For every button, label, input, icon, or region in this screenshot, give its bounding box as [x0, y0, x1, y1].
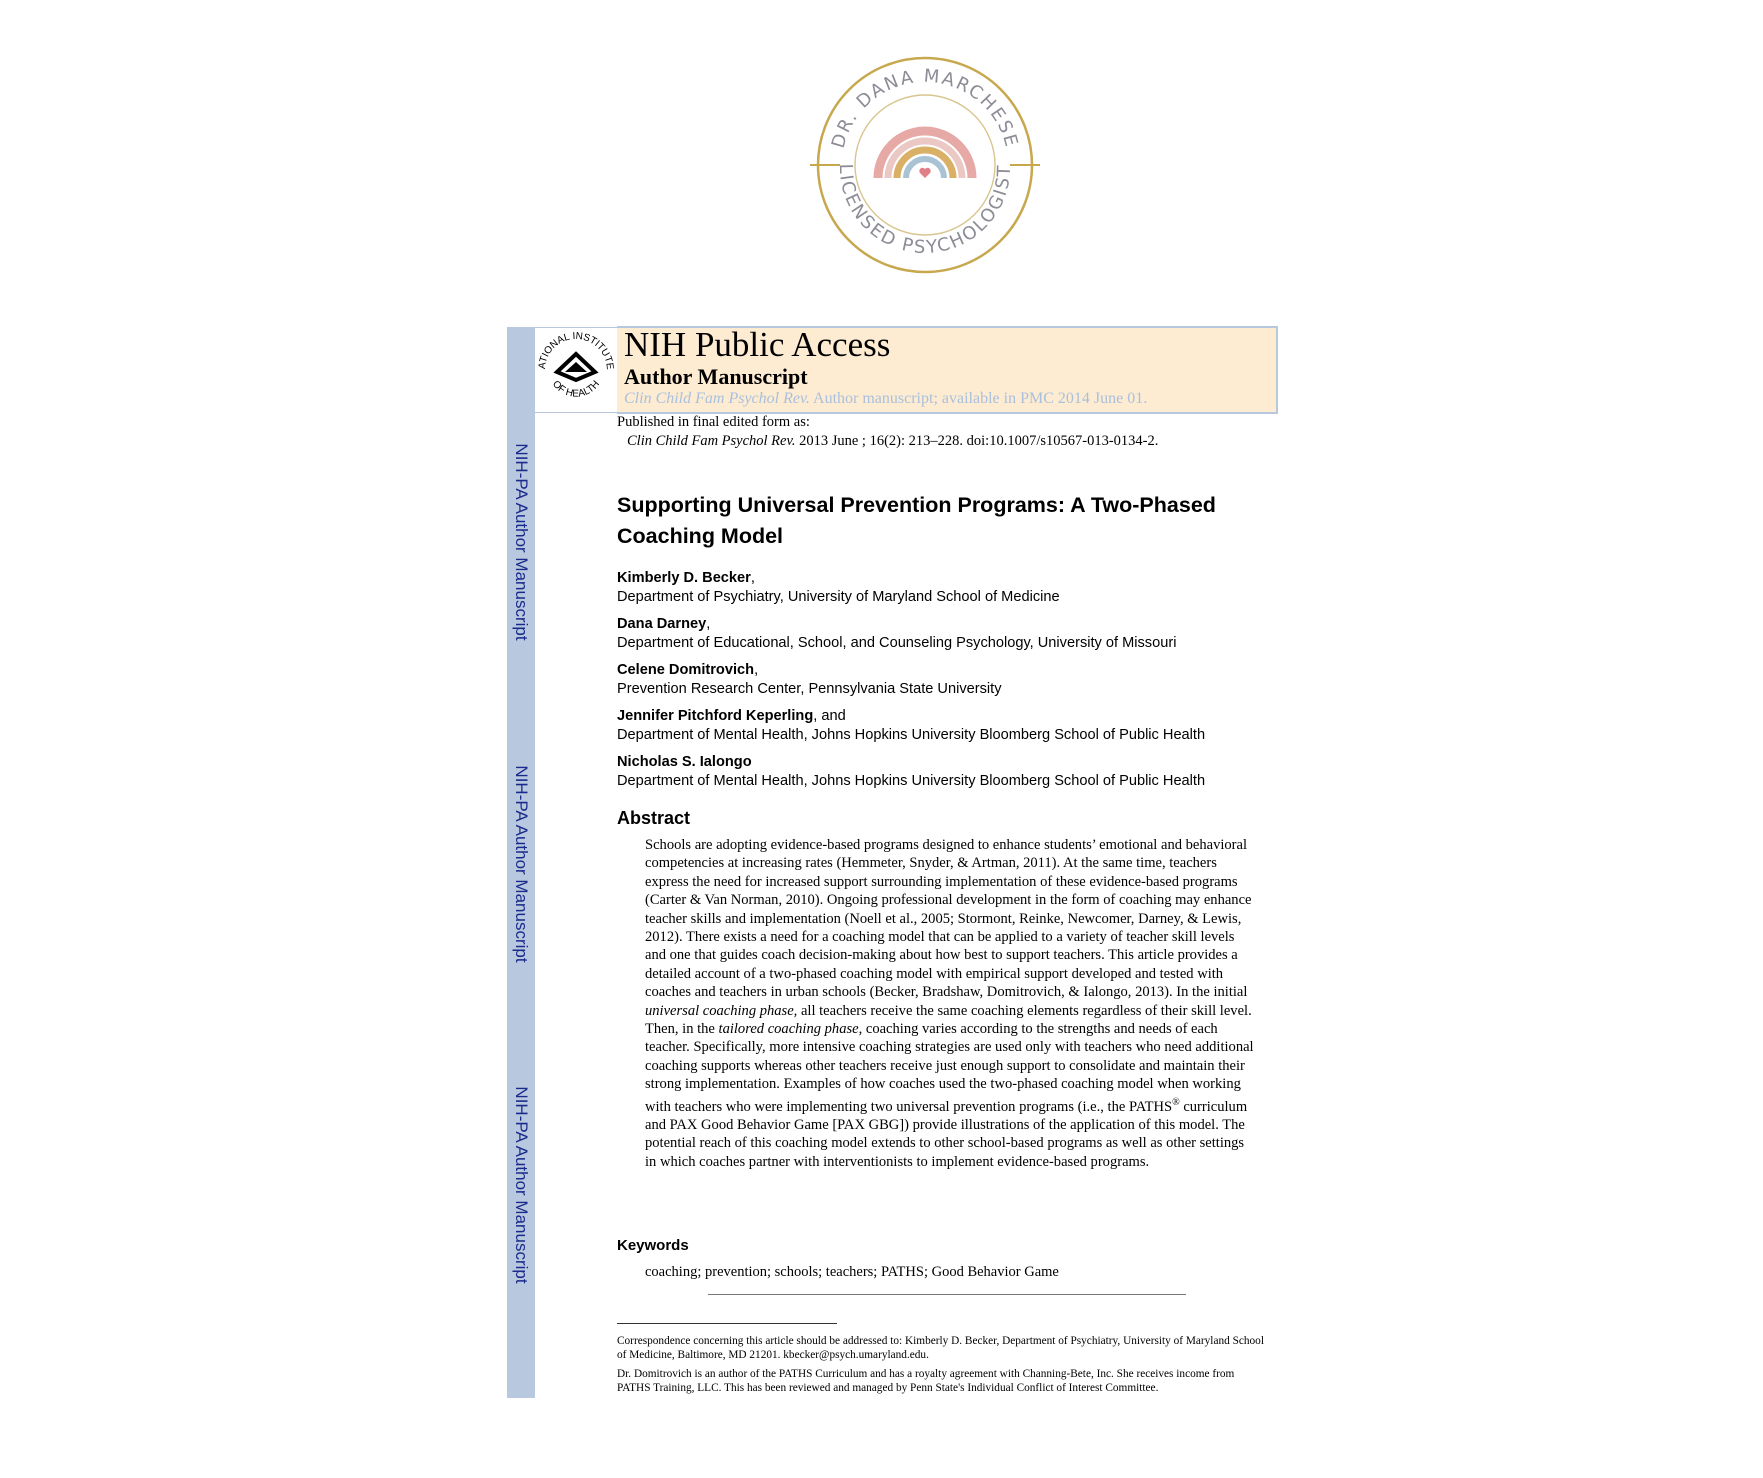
author-suffix: , and	[813, 708, 846, 724]
author-name: Celene Domitrovich	[617, 662, 755, 678]
published-citation	[627, 432, 1158, 451]
author-3	[617, 661, 1002, 698]
registered-mark: ®	[1172, 1096, 1180, 1108]
footnote-divider	[617, 1323, 837, 1324]
seal-name-text: DR. DANA MARCHESE	[827, 65, 1023, 151]
banner-availability	[624, 389, 1147, 409]
manuscript-sidebar: NIH-PA Author Manuscript NIH-PA Author Manuscript NIH-PA Author Manuscript	[507, 327, 535, 1398]
author-5	[617, 753, 1205, 790]
abstract-heading: Abstract	[617, 808, 691, 828]
author-4	[617, 707, 1205, 744]
banner-subtitle: Author Manuscript	[624, 364, 808, 389]
author-name: Kimberly D. Becker	[617, 570, 751, 586]
author-suffix: ,	[754, 662, 759, 678]
svg-text:NATIONAL INSTITUTES: ATIONAL INSTITUTE	[536, 330, 616, 371]
author-suffix: ,	[706, 616, 711, 632]
footnote-correspondence: Correspondence concerning this article should be addressed to: Kimberly D. Becker, Department of Psychiatry, University of Maryland School of Medicine, Baltimore, MD 21201. kbecker@psych.umaryland.edu.	[617, 1335, 1264, 1362]
seal-title-text: LICENSED PSYCHOLOGIST	[834, 163, 1016, 259]
abstract-text-4: curriculum and PAX Good Behavior Game [PAX GBG]) provide illustrations of the application of this model. The potential reach of this coaching model extends to other school-based programs as well as other settings in which coaches partner with interventionists to implement evidence-based programs.	[645, 1098, 1248, 1170]
abstract-body	[645, 836, 1257, 1171]
keywords-heading: Keywords	[617, 1237, 689, 1254]
article-title: Supporting Universal Prevention Programs: A Two-Phased Coaching Model	[617, 493, 1216, 548]
author-name: Dana Darney	[617, 616, 707, 632]
keywords-list: coaching; prevention; schools; teachers; PATHS; Good Behavior Game	[645, 1264, 1059, 1280]
abstract-text-2: all teachers receive the same coaching elements regardless of their skill level. Then, in the	[645, 1002, 1252, 1038]
author-affiliation: Department of Mental Health, Johns Hopkins University Bloomberg School of Public Health	[617, 726, 1206, 743]
author-1	[617, 569, 1060, 606]
abstract-emphasis-2: tailored coaching phase,	[718, 1021, 863, 1038]
psychologist-seal-logo	[810, 50, 1040, 280]
nih-logo-box	[535, 327, 617, 413]
author-affiliation: Prevention Research Center, Pennsylvania State University	[617, 680, 1002, 697]
heart-icon	[919, 168, 930, 178]
banner-journal: Clin Child Fam Psychol Rev.	[624, 390, 810, 407]
author-affiliation: Department of Mental Health, Johns Hopkins University Bloomberg School of Public Health	[617, 772, 1206, 789]
keywords-divider	[708, 1294, 1186, 1295]
banner-availability-text: Author manuscript; available in PMC 2014 June 01.	[813, 390, 1148, 407]
abstract-text-3: coaching varies according to the strengths and needs of each teacher. Specifically, more intensive coaching strategies are used only with teachers who need additional coaching supports whereas other teachers receive just enough support to consolidate and maintain their strong implementation. Examples of how coaches used the two-phased coaching model when working with teachers who were implementing two universal prevention programs (i.e., the PATHS	[645, 1021, 1254, 1115]
footnote-conflict: Dr. Domitrovich is an author of the PATHS Curriculum and has a royalty agreement with Channing-Bete, Inc. She receives income from PATHS Training, LLC. This has been reviewed and managed by Penn State's Individual Conflict of Interest Committee.	[617, 1368, 1235, 1395]
citation-details: 2013 June ; 16(2): 213–228. doi:10.1007/s10567-013-0134-2.	[799, 433, 1159, 449]
abstract-emphasis-1: universal coaching phase,	[645, 1002, 798, 1019]
author-affiliation: Department of Educational, School, and Counseling Psychology, University of Missouri	[617, 634, 1177, 651]
author-2	[617, 615, 1176, 652]
published-intro: Published in final edited form as:	[617, 414, 810, 430]
banner-title: NIH Public Access	[624, 325, 891, 364]
nih-logo-icon	[535, 328, 617, 412]
author-name: Jennifer Pitchford Keperling	[617, 708, 814, 724]
citation-journal: Clin Child Fam Psychol Rev.	[627, 433, 796, 449]
svg-text:OF HEALTH: OF HEALTH	[550, 378, 602, 400]
abstract-text-1: Schools are adopting evidence-based programs designed to enhance students’ emotional and behavioral competencies at increasing rates (Hemmeter, Snyder, & Artman, 2011). At the same time, teachers express the need for increased support surrounding implementation of these evidence-based programs (Carter & Van Norman, 2010). Ongoing professional development in the form of coaching may enhance teacher skills and implementation (Noell et al., 2005; Stormont, Reinke, Newcomer, Darney, & Lewis, 2012). There exists a need for a coaching model that can be applied to a variety of teacher skill levels and one that guides coach decision-making about how best to support teachers. This article provides a detailed account of a two-phased coaching model with empirical support developed and tested with coaches and teachers in urban schools (Becker, Bradshaw, Domitrovich, & Ialongo, 2013). In the initial	[645, 837, 1252, 1001]
author-affiliation: Department of Psychiatry, University of Maryland School of Medicine	[617, 588, 1060, 605]
author-name: Nicholas S. Ialongo	[617, 754, 752, 770]
author-suffix: ,	[750, 570, 755, 586]
